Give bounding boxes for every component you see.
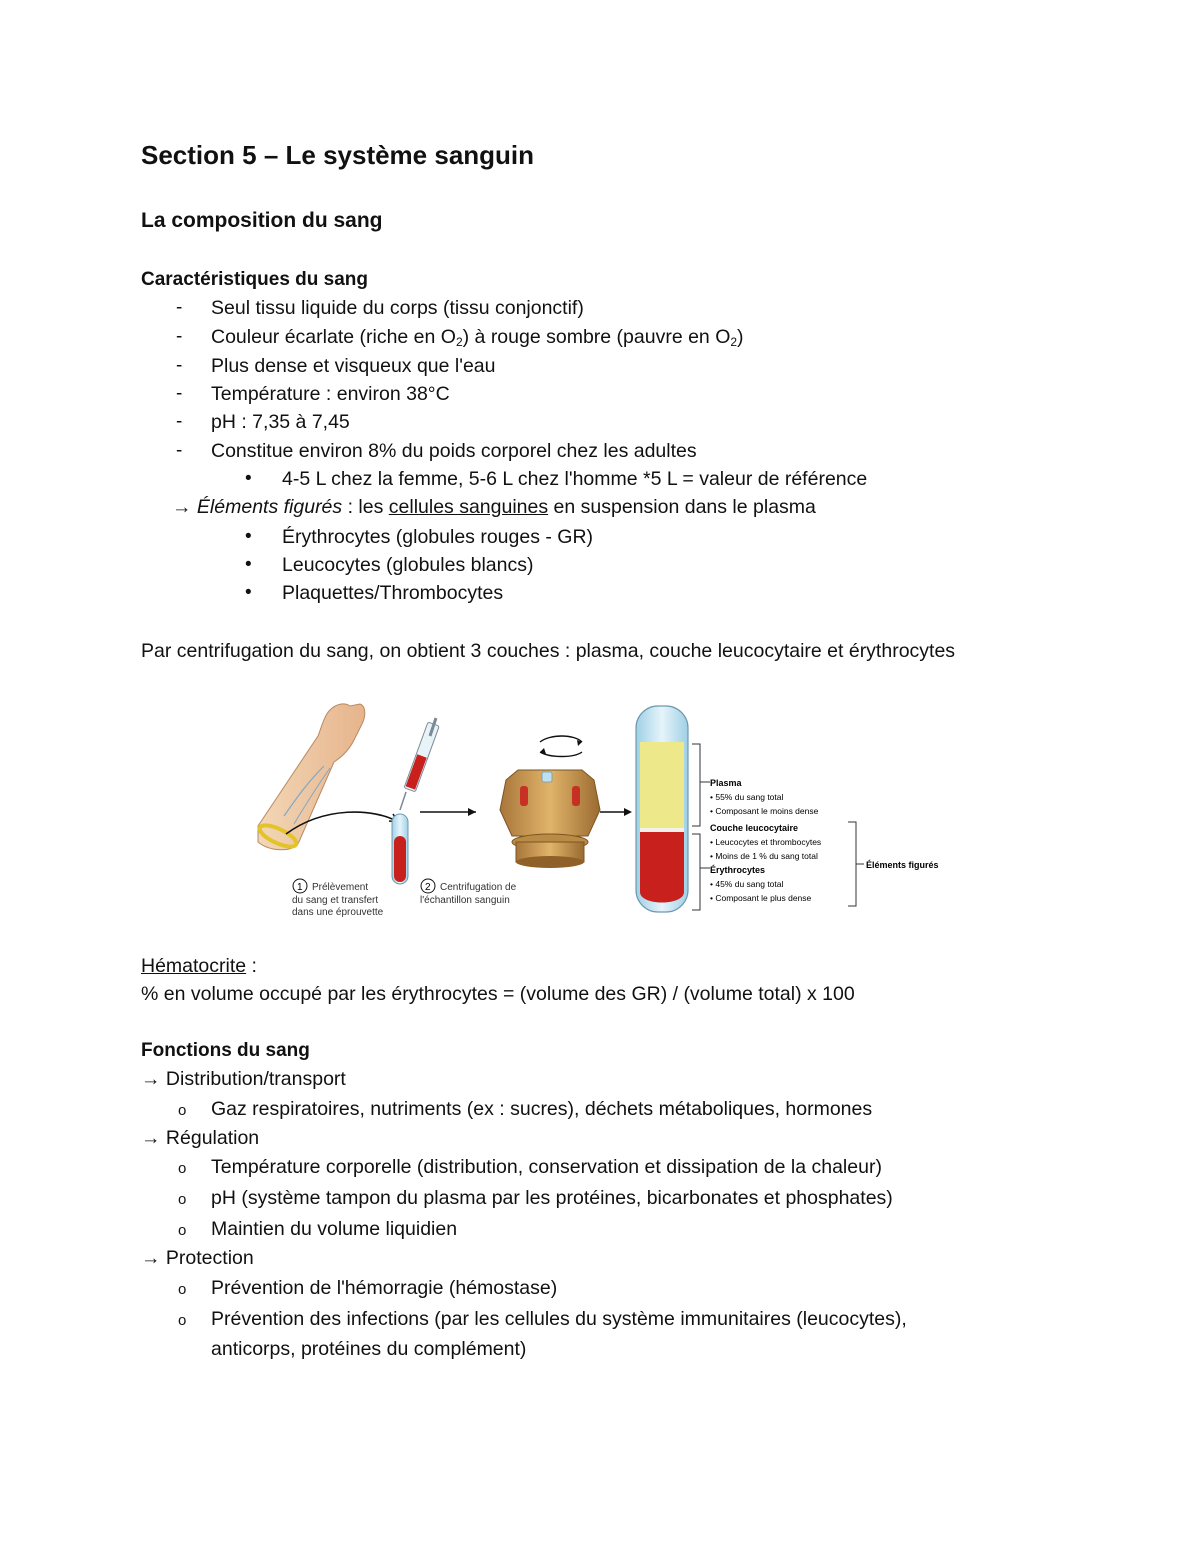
rbc-title: Érythrocytes: [710, 865, 766, 875]
page-title: Section 5 – Le système sanguin: [141, 140, 535, 170]
section-subtitle: La composition du sang: [141, 209, 383, 232]
list-dash: -: [176, 326, 183, 347]
formed-elements-mid: : les: [342, 496, 389, 518]
hematocrit-term: Hématocrite: [141, 955, 247, 977]
list-item: Température : environ 38°C: [211, 383, 450, 405]
list-item: Seul tissu liquide du corps (tissu conjonctif): [211, 297, 584, 319]
rbc-line: • Composant le plus dense: [710, 893, 812, 903]
list-item: Leucocytes (globules blancs): [282, 554, 534, 576]
sub-bullet: o: [178, 1281, 187, 1298]
arm-icon: [257, 704, 365, 851]
color-part2: ) à rouge sombre (pauvre en O: [462, 326, 731, 348]
list-item-continuation: anticorps, protéines du complément): [211, 1338, 527, 1360]
sub-bullet: o: [178, 1160, 187, 1177]
step1-line: Prélèvement: [312, 882, 369, 893]
list-dash: -: [176, 411, 183, 432]
centrifugation-figure: [244, 696, 964, 932]
plasma-line: • 55% du sang total: [710, 792, 784, 802]
list-item: Température corporelle (distribution, conservation et dissipation de la chaleur): [211, 1156, 882, 1178]
step2-line: Centrifugation de: [440, 882, 517, 893]
function-group-title: [141, 1247, 254, 1270]
step1-line: du sang et transfert: [292, 895, 379, 906]
sub-bullet: o: [178, 1312, 187, 1329]
arrow-icon: →: [141, 1068, 161, 1090]
formed-elements-term: Éléments figurés: [196, 496, 343, 518]
list-item: Prévention des infections (par les cellules du système immunitaires (leucocytes),: [211, 1308, 907, 1330]
function-group-title: [141, 1068, 346, 1091]
list-dash: -: [176, 355, 183, 376]
sub-bullet: o: [178, 1191, 187, 1208]
list-item: pH (système tampon du plasma par les protéines, bicarbonates et phosphates): [211, 1187, 893, 1209]
buffy-title: Couche leucocytaire: [710, 823, 799, 833]
group-title-text: Protection: [165, 1247, 254, 1269]
list-item: Érythrocytes (globules rouges - GR): [282, 526, 594, 548]
bullet-marker: •: [245, 526, 252, 547]
arrow-icon: →: [172, 496, 192, 518]
function-group-title: [141, 1127, 259, 1150]
characteristics-heading: Caractéristiques du sang: [141, 269, 369, 290]
group-title-text: Régulation: [165, 1127, 260, 1149]
o2-subscript: 2: [730, 335, 738, 349]
blood-cells-term: cellules sanguines: [388, 496, 549, 518]
small-tube-icon: [392, 814, 408, 884]
bullet-marker: •: [245, 554, 252, 575]
color-part3: ): [737, 326, 744, 348]
arrow-icon: →: [141, 1247, 161, 1269]
sub-bullet: o: [178, 1102, 187, 1119]
list-item: Plaquettes/Thrombocytes: [282, 582, 504, 604]
step2-line: l'échantillon sanguin: [420, 895, 510, 906]
formed-elements-label: Éléments figurés: [866, 860, 939, 870]
list-dash: -: [176, 383, 183, 404]
arrow-icon: →: [141, 1127, 161, 1149]
plasma-title: Plasma: [710, 778, 742, 788]
step2-number: 2: [425, 882, 431, 893]
color-part1: Couleur écarlate (riche en O: [211, 326, 456, 348]
hematocrit-colon: :: [246, 955, 257, 977]
list-item: Maintien du volume liquidien: [211, 1218, 458, 1240]
o2-subscript: 2: [455, 335, 463, 349]
sub-bullet: o: [178, 1222, 187, 1239]
group-title-text: Distribution/transport: [165, 1068, 346, 1090]
list-item: pH : 7,35 à 7,45: [211, 411, 350, 433]
list-item: Prévention de l'hémorragie (hémostase): [211, 1277, 558, 1299]
large-tube-icon: [636, 706, 688, 912]
list-item-color: [211, 326, 744, 349]
formed-elements-rest: en suspension dans le plasma: [548, 496, 816, 518]
buffy-line: • Moins de 1 % du sang total: [710, 851, 818, 861]
buffy-line: • Leucocytes et thrombocytes: [710, 837, 822, 847]
bullet-marker: •: [245, 582, 252, 603]
plasma-layer: [640, 742, 684, 828]
step1-number: 1: [297, 882, 303, 893]
hematocrit-formula: % en volume occupé par les érythrocytes = (volume des GR) / (volume total) x 100: [141, 983, 855, 1005]
plasma-line: • Composant le moins dense: [710, 806, 819, 816]
formed-elements-line: [172, 496, 816, 519]
list-dash: -: [176, 440, 183, 461]
list-dash: -: [176, 297, 183, 318]
list-item: Constitue environ 8% du poids corporel chez les adultes: [211, 440, 697, 462]
bullet-marker: •: [245, 468, 252, 489]
centrifugation-text: Par centrifugation du sang, on obtient 3 couches : plasma, couche leucocytaire et érythrocytes: [141, 640, 956, 662]
erythrocyte-layer: [640, 832, 684, 903]
syringe-icon: [400, 718, 439, 810]
list-item: Gaz respiratoires, nutriments (ex : sucres), déchets métaboliques, hormones: [211, 1098, 873, 1120]
buffy-coat-layer: [640, 828, 684, 832]
volume-note: 4-5 L chez la femme, 5-6 L chez l'homme *5 L = valeur de référence: [282, 468, 868, 490]
rbc-line: • 45% du sang total: [710, 879, 784, 889]
centrifuge-icon: [500, 736, 600, 868]
list-item: Plus dense et visqueux que l'eau: [211, 355, 496, 377]
hematocrit-line: [141, 955, 257, 978]
step1-line: dans une éprouvette: [292, 907, 384, 918]
functions-heading: Fonctions du sang: [141, 1040, 310, 1061]
